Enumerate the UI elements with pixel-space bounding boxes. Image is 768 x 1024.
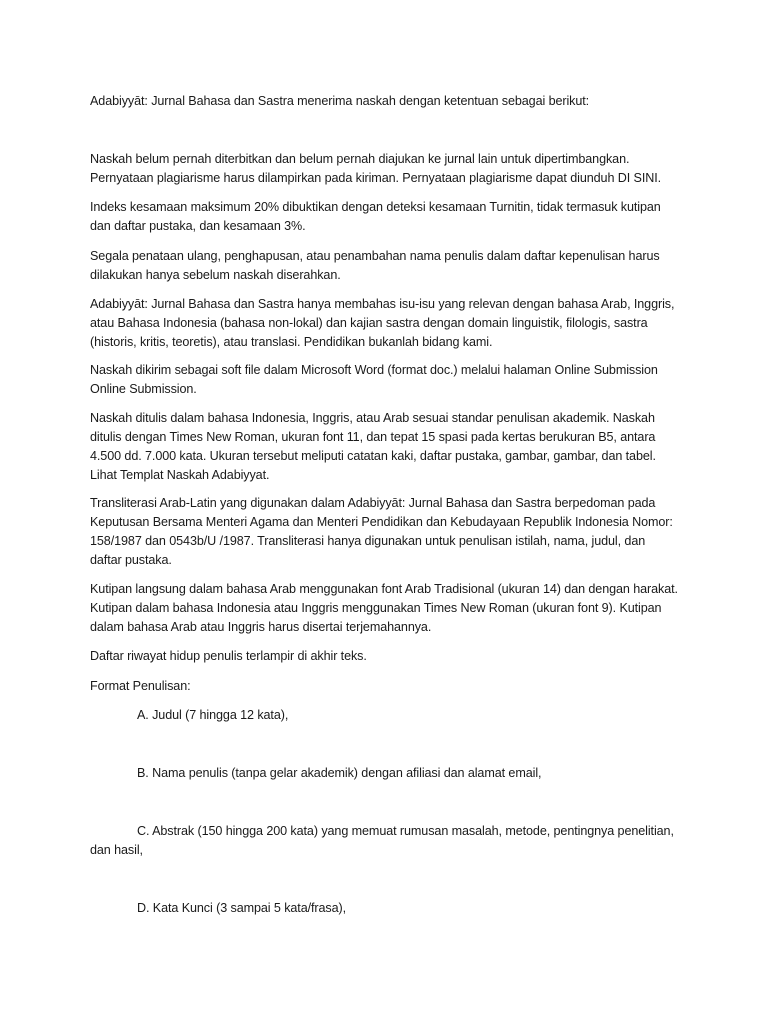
format-item-author: B. Nama penulis (tanpa gelar akademik) dengan afiliasi dan alamat email, [137,766,542,780]
paragraph-quotation: Kutipan langsung dalam bahasa Arab menggunakan font Arab Tradisional (ukuran 14) dan dengan harakat. Kutipan dalam bahasa Indonesia atau Inggris menggunakan Times New Roman (ukuran font 9). Kutipan dalam bahasa Arab atau Inggris harus disertai terjemahannya. [90,582,678,634]
intro-paragraph: Adabiyyāt: Jurnal Bahasa dan Sastra menerima naskah dengan ketentuan sebagai berikut: [90,94,590,108]
paragraph-scope: Adabiyyāt: Jurnal Bahasa dan Sastra hanya membahas isu-isu yang relevan dengan bahasa Arab, Inggris, atau Bahasa Indonesia (bahasa non-lokal) dan kajian sastra dengan domain linguistik, filologis, sastra (historis, kritis, teoretis), atau translasi. Pendidikan bukanlah bidang kami. [90,297,675,349]
paragraph-similarity: Indeks kesamaan maksimum 20% dibuktikan dengan deteksi kesamaan Turnitin, tidak termasuk kutipan dan daftar pustaka, dan kesamaan 3%. [90,200,661,233]
format-item-keywords: D. Kata Kunci (3 sampai 5 kata/frasa), [137,901,346,915]
paragraph-authorship: Segala penataan ulang, penghapusan, atau penambahan nama penulis dalam daftar kepenulisan harus dilakukan hanya sebelum naskah diserahkan. [90,249,660,282]
paragraph-originality: Naskah belum pernah diterbitkan dan belum pernah diajukan ke jurnal lain untuk dipertimbangkan. Pernyataan plagiarisme harus dilampirkan pada kiriman. Pernyataan plagiarisme dapat diunduh DI SINI. [90,152,662,185]
paragraph-language: Naskah ditulis dalam bahasa Indonesia, Inggris, atau Arab sesuai standar penulisan akademik. Naskah ditulis dengan Times New Roman, ukuran font 11, dan tepat 15 spasi pada kertas berukuran B5, antara 4.500 dd. 7.000 kata. Ukuran tersebut meliputi catatan kaki, daftar pustaka, gambar, gambar, dan tabel. Lihat Templat Naskah Adabiyyat. [90,411,656,482]
format-item-abstract: C. Abstrak (150 hingga 200 kata) yang memuat rumusan masalah, metode, pentingnya penelitian, dan hasil, [90,824,674,857]
format-item-title: A. Judul (7 hingga 12 kata), [137,708,289,722]
format-heading: Format Penulisan: [90,679,191,693]
paragraph-cv: Daftar riwayat hidup penulis terlampir di akhir teks. [90,649,367,663]
paragraph-submission: Naskah dikirim sebagai soft file dalam Microsoft Word (format doc.) melalui halaman Online Submission Online Submission. [90,363,658,396]
paragraph-transliteration: Transliterasi Arab-Latin yang digunakan dalam Adabiyyāt: Jurnal Bahasa dan Sastra berpedoman pada Keputusan Bersama Menteri Agama dan Menteri Pendidikan dan Kebudayaan Republik Indonesia Nomor: 158/1987 dan 0543b/U /1987. Transliterasi hanya digunakan untuk penulisan istilah, nama, judul, dan daftar pustaka. [90,496,673,567]
